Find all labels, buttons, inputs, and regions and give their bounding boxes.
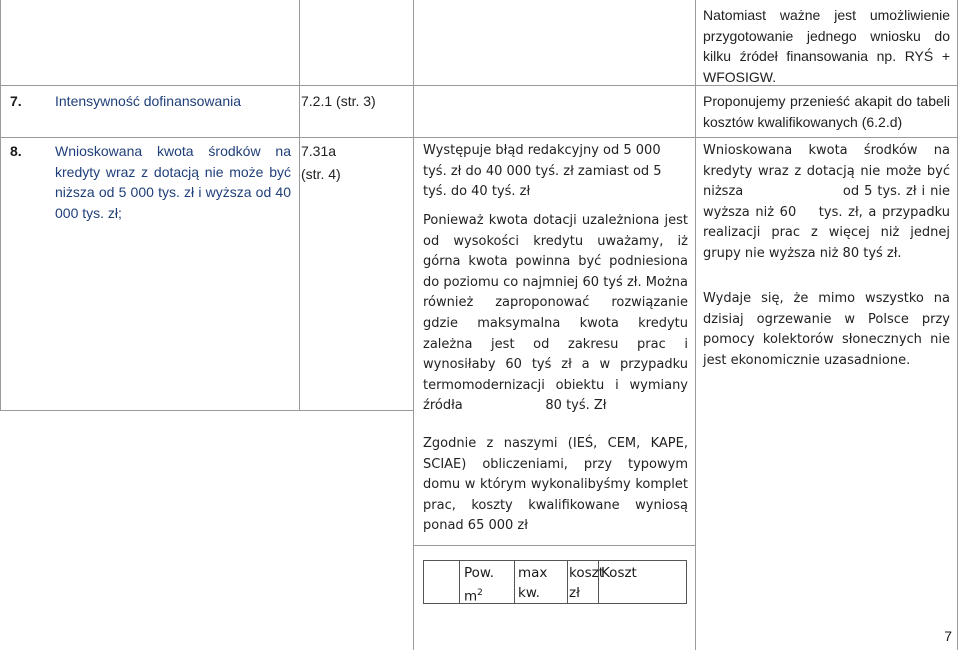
point-cell: 7.2.1 (str. 3) <box>301 93 376 109</box>
row-number: 8. <box>10 143 22 159</box>
comment-cell: Występuje błąd redakcyjny od 5 000 tyś. zł do 40 000 tyś. zł zamiast od 5 tyś. do 40 tyś. zł <box>423 143 666 200</box>
proposal-cell: Proponujemy przenieść akapit do tabeli kosztów kwalifikowanych (6.2.d) <box>703 93 954 130</box>
row-number: 7. <box>10 93 22 109</box>
grid-line <box>0 410 413 411</box>
mini-table-header: max kw. <box>518 565 548 601</box>
proposal-cell-note: Wydaje się, że mimo wszystko na dzisiaj ogrzewanie w Polsce przy pomocy kolektorów słonecznych nie jest ekonomicznie uzasadnione. <box>703 291 955 368</box>
grid-line <box>0 0 1 410</box>
criterion-cell: Intensywność dofinansowania <box>55 93 242 109</box>
grid-line <box>957 0 958 650</box>
grid-line <box>413 545 695 546</box>
mini-table-header: Pow. $m^2$ <box>464 565 495 605</box>
mini-table-header: Koszt <box>601 565 637 581</box>
point-cell-page: (str. 4) <box>301 166 341 182</box>
page-number: 7 <box>944 628 952 644</box>
grid-line <box>695 0 696 650</box>
comment-cell-calculation: Zgodnie z naszymi (IEŚ, CEM, KAPE, SCIAE) obliczeniami, przy typowym domu w którym wykonalibyśmy komplet prac, koszty kwalifikowane wyniosą ponad 65 000 zł <box>423 436 693 534</box>
criterion-cell: Wnioskowana kwota środków na kredyty wraz z dotacją nie może być niższa od 5 000 tys. zł i wyższa od 40 000 tys. zł; <box>55 143 295 221</box>
proposal-cell: Natomiast ważne jest umożliwienie przygotowanie jednego wniosku do kilku źródeł finansowania np. RYŚ + WFOSIGW. <box>703 7 954 85</box>
cost-mini-table <box>423 560 687 604</box>
proposal-cell: Wnioskowana kwota środków na kredyty wraz z dotacją nie może być niższa od 5 tys. zł i nie wyższa niż 60 tys. zł, a przypadku realizacji prac z więcej niż jednej grupy nie wyższa niż 80 tyś zł. <box>703 143 955 261</box>
grid-line <box>299 0 300 410</box>
point-cell: 7.31a <box>301 143 337 159</box>
mini-table-header: koszt zł <box>569 565 605 601</box>
grid-line <box>0 137 957 138</box>
comment-cell-argument: Ponieważ kwota dotacji uzależniona jest od wysokości kredytu uważamy, iż górna kwota powinna być podniesiona do poziomu co najmniej 60 tyś zł. Można również zaproponować rozwiązanie gdzie maksymalna kwota kredytu zależna jest od zakresu prac i wynosiłaby 60 tyś zł a w przypadku termomodernizacji obiektu i wymiany źródła 80 tyś. Zł <box>423 213 693 414</box>
